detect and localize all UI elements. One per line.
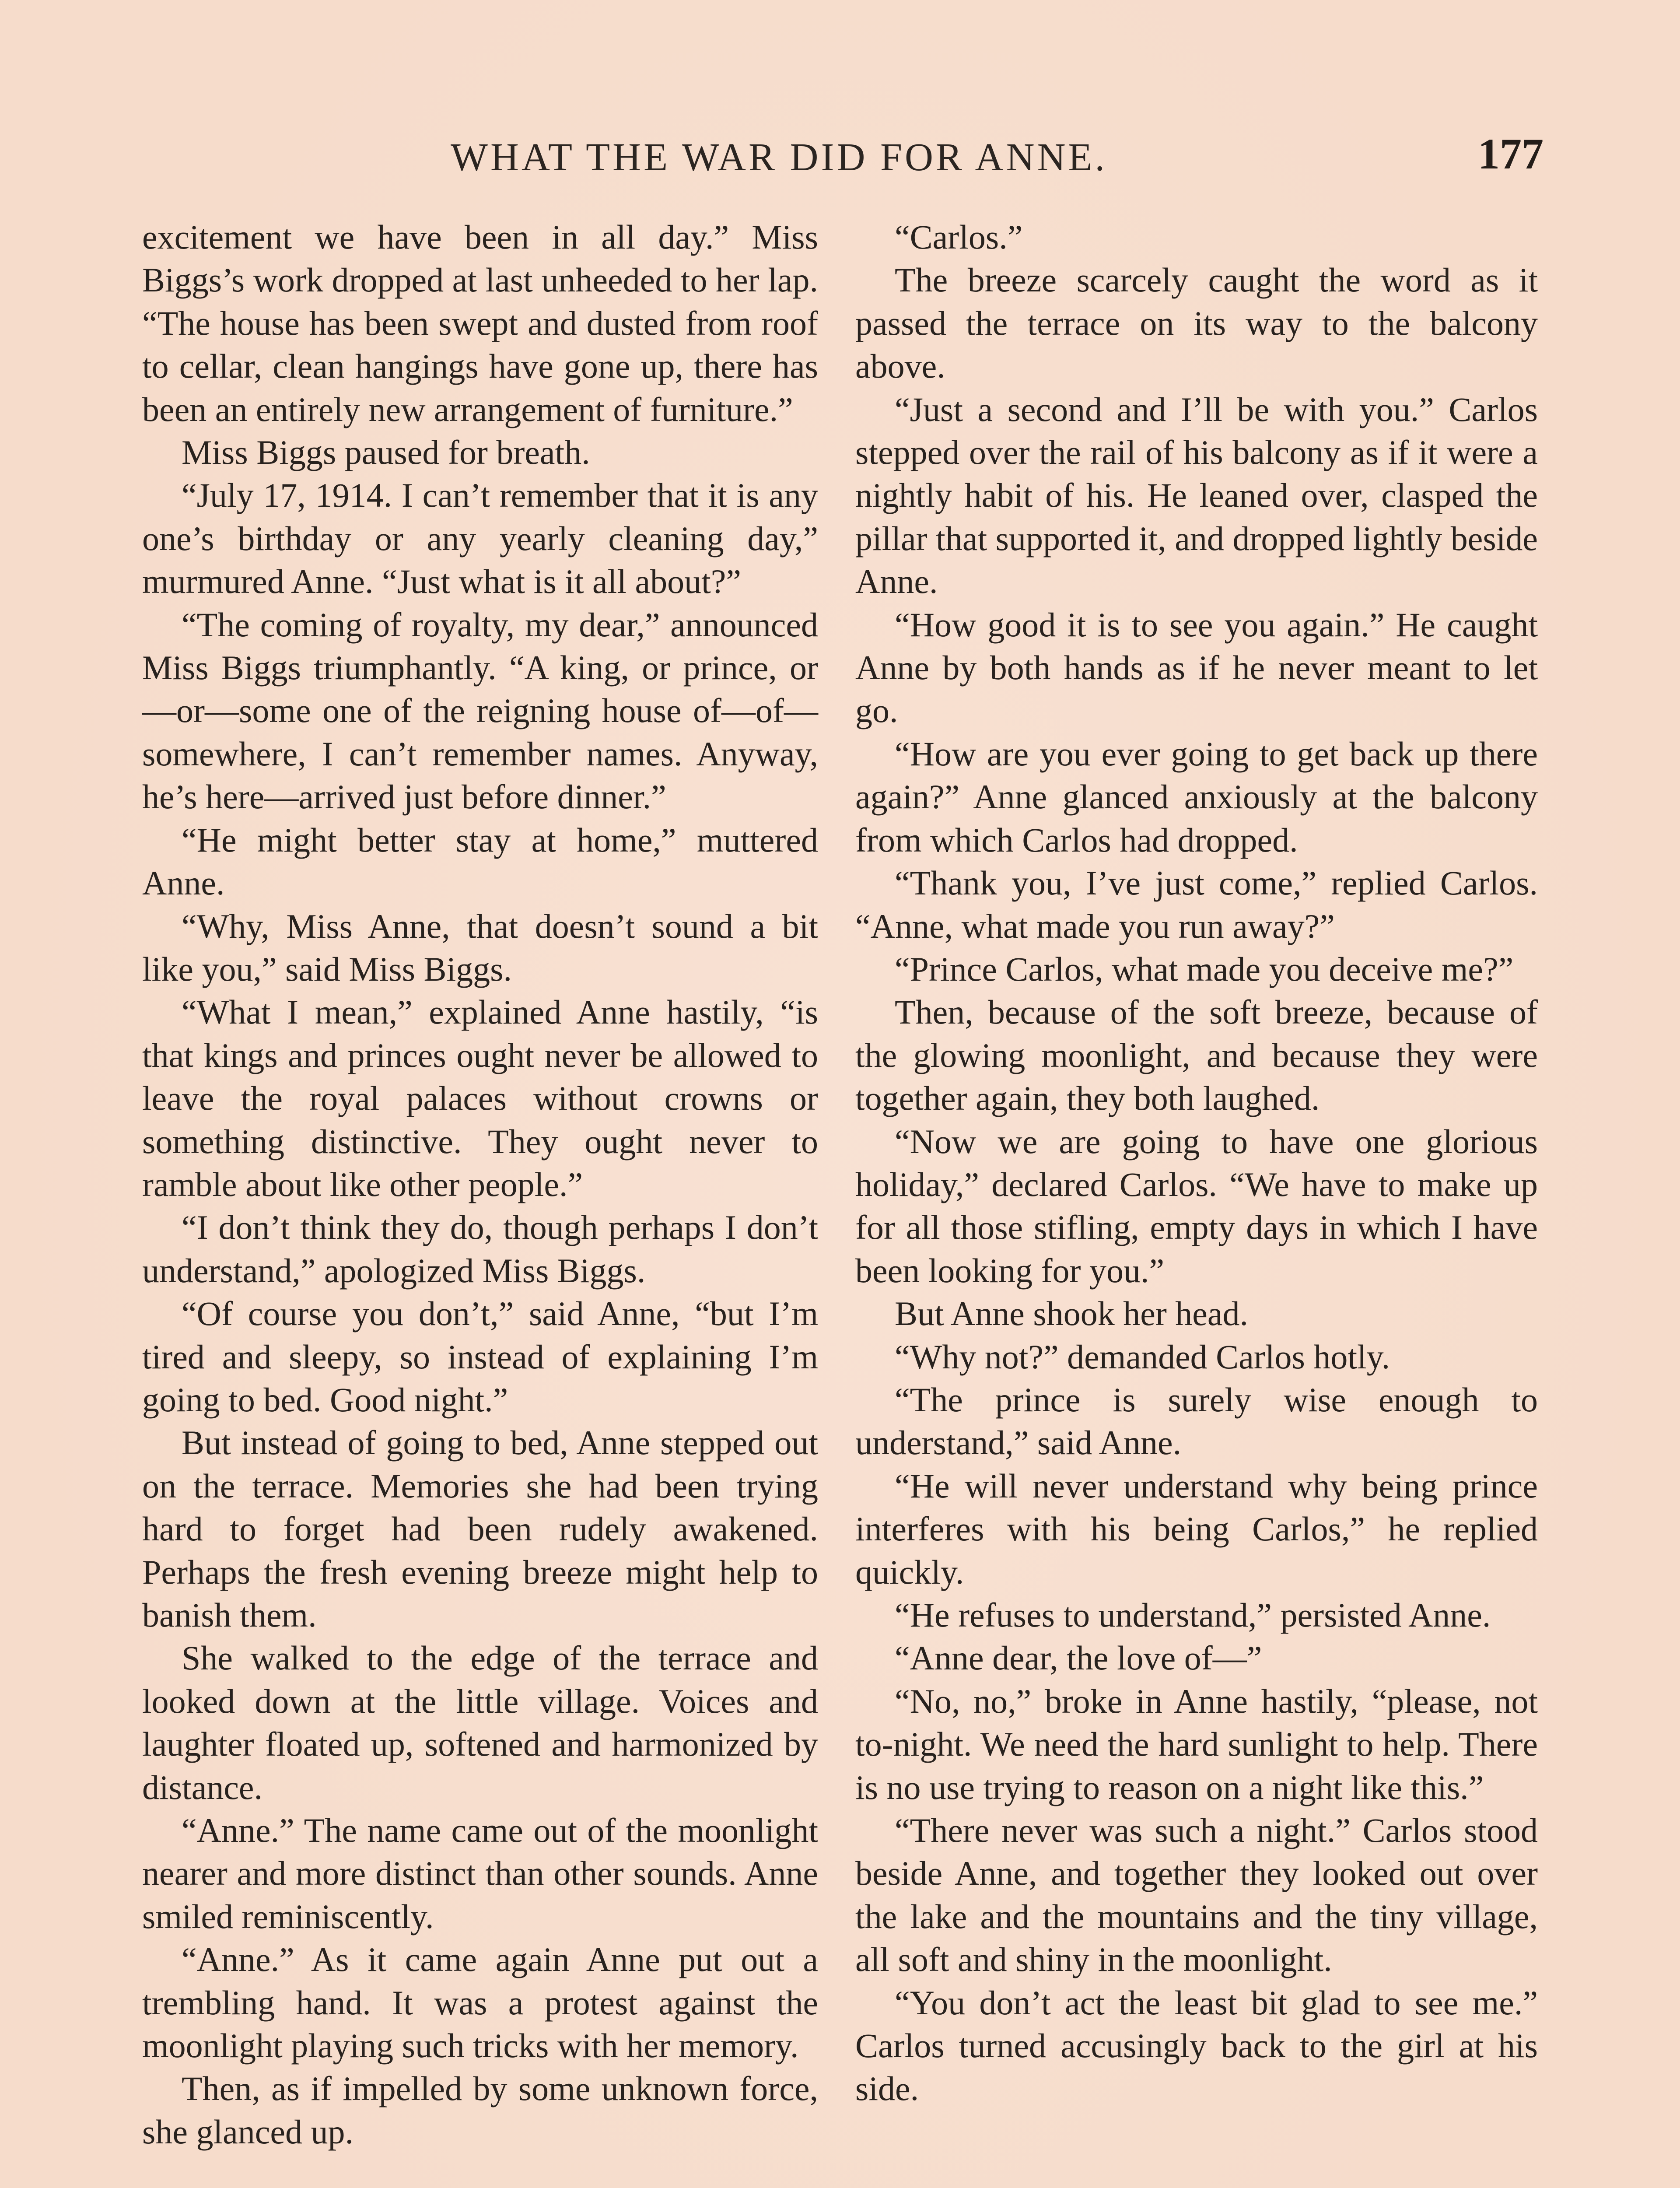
paragraph: “How are you ever going to get back up there again?” Anne glanced anxiously at the balcony from which Carlos had dropped. xyxy=(855,734,1538,859)
paragraph: “Prince Carlos, what made you deceive me?” xyxy=(895,950,1514,988)
paragraph: “Now we are going to have one glorious holiday,” declared Carlos. “We have to make up for all those stifling, empty days in which I have been looking for you.” xyxy=(855,1122,1538,1290)
left-column xyxy=(142,216,818,2153)
paragraph: “I don’t think they do, though perhaps I don’t understand,” apologized Miss Biggs. xyxy=(142,1208,818,1290)
paragraph: “Anne dear, the love of—” xyxy=(895,1639,1262,1677)
paragraph: “Why not?” demanded Carlos hotly. xyxy=(895,1337,1390,1376)
paragraph: “What I mean,” explained Anne hastily, “is that kings and princes ought never be allowed to leave the royal palaces without crowns or something distinctive. They ought never to ramble about like other people.” xyxy=(142,993,818,1203)
paragraph: “Thank you, I’ve just come,” replied Carlos. “Anne, what made you run away?” xyxy=(855,864,1538,945)
paragraph: But instead of going to bed, Anne stepped out on the terrace. Memories she had been trying hard to forget had been rudely awakened. Perhaps the fresh evening breeze might help to banish them. xyxy=(142,1424,818,1634)
paragraph: Miss Biggs paused for breath. xyxy=(182,433,590,472)
paragraph: “Of course you don’t,” said Anne, “but I’m tired and sleepy, so instead of explaining I’m going to bed. Good night.” xyxy=(142,1294,818,1419)
paragraph: “There never was such a night.” Carlos stood beside Anne, and together they looked out over the lake and the mountains and the tiny village, all soft and shiny in the moonlight. xyxy=(855,1811,1538,1979)
paragraph: “He might better stay at home,” muttered Anne. xyxy=(142,820,818,902)
page-number: 177 xyxy=(1478,130,1544,178)
paragraph: Then, as if impelled by some unknown force, she glanced up. xyxy=(142,2069,818,2151)
paragraph: “Anne.” The name came out of the moonlight nearer and more distinct than other sounds. Anne smiled reminiscently. xyxy=(142,1811,818,1936)
paragraph: “July 17, 1914. I can’t remember that it is any one’s birthday or any yearly cleaning day,” murmured Anne. “Just what is it all about?” xyxy=(142,476,818,601)
running-title: WHAT THE WAR DID FOR ANNE. xyxy=(451,136,1108,179)
page-header xyxy=(0,127,1680,193)
paragraph: “How good it is to see you again.” He caught Anne by both hands as if he never meant to let go. xyxy=(855,605,1538,730)
paragraph: excitement we have been in all day.” Miss Biggs’s work dropped at last unheeded to her lap. “The house has been swept and dusted from roof to cellar, clean hangings have gone up, there has been an entirely new arrangement of furniture.” xyxy=(142,218,818,428)
paragraph: “Just a second and I’ll be with you.” Carlos stepped over the rail of his balcony as if it were a nightly habit of his. He leaned over, clasped the pillar that supported it, and dropped lightly beside Anne. xyxy=(855,390,1538,601)
paragraph: But Anne shook her head. xyxy=(895,1294,1249,1333)
paragraph: Then, because of the soft breeze, because of the glowing moonlight, and because they were together again, they both laughed. xyxy=(855,993,1538,1118)
paragraph: “He will never understand why being prince interferes with his being Carlos,” he replied quickly. xyxy=(855,1466,1538,1591)
right-column xyxy=(855,216,1538,2111)
paragraph: “Anne.” As it came again Anne put out a trembling hand. It was a protest against the moonlight playing such tricks with her memory. xyxy=(142,1940,818,2065)
paragraph: “The prince is surely wise enough to understand,” said Anne. xyxy=(855,1380,1538,1462)
paragraph: “The coming of royalty, my dear,” announced Miss Biggs triumphantly. “A king, or prince, or—or—some one of the reigning house of—of—somewhere, I can’t remember names. Anyway, he’s here—arrived just before dinner.” xyxy=(142,605,818,816)
paragraph: “No, no,” broke in Anne hastily, “please, not to-night. We need the hard sunlight to help. There is no use trying to reason on a night like this.” xyxy=(855,1682,1538,1806)
paragraph: “You don’t act the least bit glad to see me.” Carlos turned accusingly back to the girl at his side. xyxy=(855,1983,1538,2108)
paragraph: “Why, Miss Anne, that doesn’t sound a bit like you,” said Miss Biggs. xyxy=(142,907,818,988)
paragraph: She walked to the edge of the terrace and looked down at the little village. Voices and laughter floated up, softened and harmonized by distance. xyxy=(142,1639,818,1806)
paragraph: “Carlos.” xyxy=(895,218,1023,256)
paragraph: The breeze scarcely caught the word as it passed the terrace on its way to the balcony above. xyxy=(855,261,1538,386)
paragraph: “He refuses to understand,” persisted Anne. xyxy=(895,1596,1491,1634)
